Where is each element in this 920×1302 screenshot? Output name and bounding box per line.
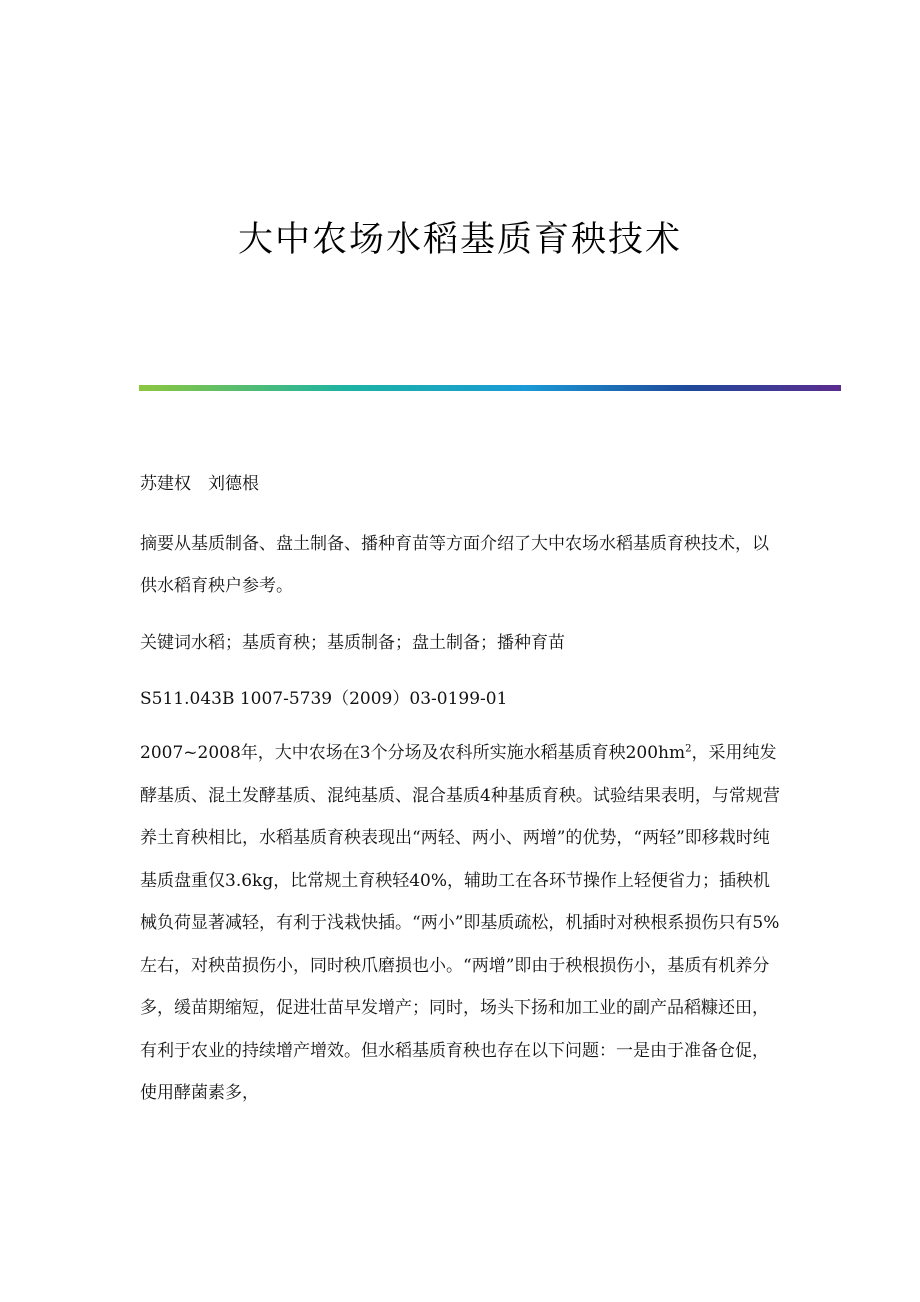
document-title: 大中农场水稻基质育秧技术 — [237, 220, 682, 260]
authors: 苏建权 刘德根 — [140, 474, 259, 494]
body-text-part1: 2007~2008年，大中农场在3个分场及农科所实施水稻基质育秧200hm — [140, 743, 686, 763]
area-unit-superscript: 2 — [685, 743, 692, 755]
abstract: 摘要从基质制备、盘土制备、播种育苗等方面介绍了大中农场水稻基质育秧技术，以供水稻育秧户参考。 — [140, 534, 769, 596]
body-text-part2: ，采用纯发酵基质、混土发酵基质、混纯基质、混合基质4种基质育秧。试验结果表明，与常规营养土育秧相比，水稻基质育秧表现出“两轻、两小、两增”的优势，“两轻”即移栽时纯基质盘重仅3.6kg，比常规土育秧轻40%，辅助工在各环节操作上轻便省力；插秧机械负荷显著减轻，有利于浅栽快插。“两小”即基质疏松，机插时对秧根系损伤只有5%左右，对秧苗损伤小，同时秧爪磨损也小。“两增”即由于秧根损伤小，基质有机养分多，缓苗期缩短，促进壮苗早发增产；同时，场头下扬和加工业的副产品稻糠还田，有利于农业的持续增产增效。但水稻基质育秧也存在以下问题：一是由于准备仓促，使用酵菌素多， — [140, 743, 780, 1103]
keywords: 关键词水稻；基质育秧；基质制备；盘土制备；播种育苗 — [140, 633, 565, 653]
title-divider — [139, 385, 841, 391]
classification-number: S511.043B 1007-5739（2009）03-0199-01 — [140, 689, 508, 709]
body-paragraph — [140, 732, 785, 1115]
